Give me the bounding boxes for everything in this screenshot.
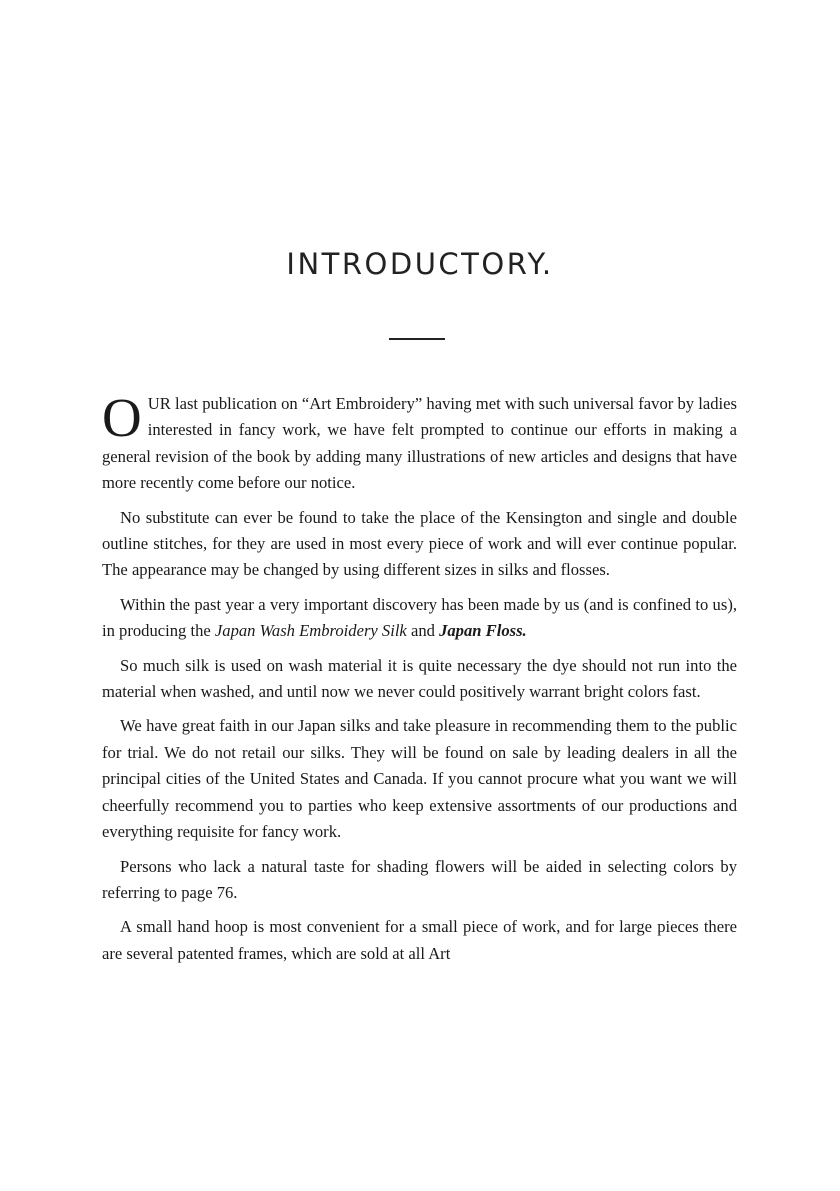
body-text	[102, 387, 737, 975]
title-divider	[389, 338, 445, 340]
paragraph-1	[102, 387, 737, 497]
paragraph-7: A small hand hoop is most convenient for a small piece of work, and for large pieces there are several patented frames, which are sold at all Art	[102, 917, 737, 963]
paragraph-5: We have great faith in our Japan silks and take pleasure in recommending them to the public for trial. We do not retail our silks. They will be found on sale by leading dealers in all the principal cities of the United States and Canada. If you cannot procure what you want we will cheerfully recommend you to parties who keep extensive assortments of our productions and everything requisite for fancy work.	[102, 716, 737, 842]
paragraph-4: So much silk is used on wash material it is quite necessary the dye should not run into the material when washed, and until now we never could positively warrant bright colors fast.	[102, 655, 737, 702]
paragraph-3-text-start: Within the past year a very important discovery has been made by us (and is confined to us), in producing the	[102, 594, 737, 641]
page-title: INTRODUCTORY.	[286, 247, 554, 281]
paragraph-3	[102, 592, 737, 645]
paragraph-2: No substitute can ever be found to take the place of the Kensington and single and double outline stitches, for they are used in most every piece of work and will ever continue popular. The appearance may be changed by using different sizes in silks and flosses.	[102, 507, 737, 580]
paragraph-6: Persons who lack a natural taste for shading flowers will be aided in selecting colors by referring to page 76.	[102, 856, 737, 902]
product-name-floss: Japan Floss.	[439, 621, 527, 641]
drop-cap: O	[102, 387, 142, 448]
paragraph-1-text: UR last publication on “Art Embroidery” having met with such universal favor by ladies interested in fancy work, we have felt prompted to continue our efforts in making a general revision of the book by adding many illustrations of new articles and designs that have more recently come before our notice.	[102, 394, 737, 493]
product-name-silk: Japan Wash Embroidery Silk	[214, 621, 407, 641]
paragraph-3-text-middle: and	[406, 621, 440, 641]
